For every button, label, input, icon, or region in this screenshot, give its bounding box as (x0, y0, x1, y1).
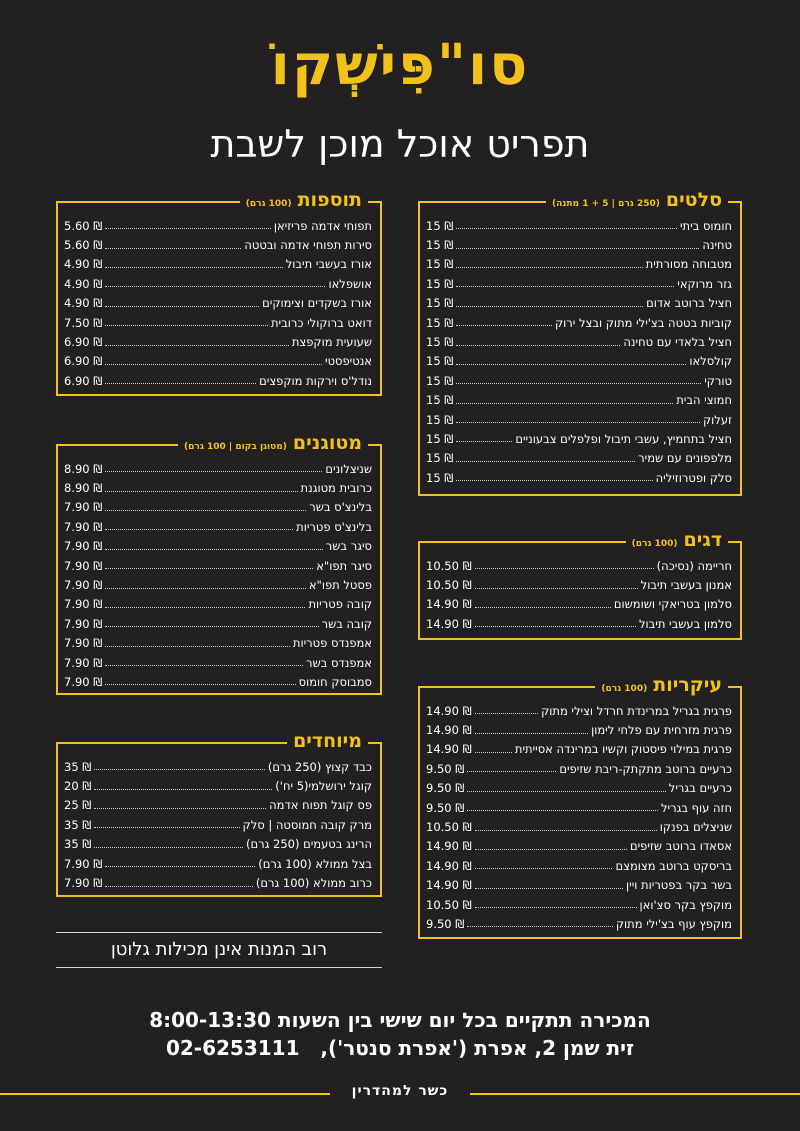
menu-item (426, 255, 732, 274)
fried-header (178, 432, 368, 454)
leader-dots (105, 626, 318, 627)
item-price: 7.90 ₪ (64, 616, 103, 631)
item-price: 10.50 ₪ (426, 820, 472, 835)
leader-dots (456, 441, 512, 442)
menu-item (64, 575, 372, 594)
fish-header (626, 529, 728, 551)
item-name: בריסקט ברוטב מצומצם (615, 858, 732, 873)
fish-list (426, 556, 732, 634)
leader-dots (105, 325, 268, 326)
item-price: 15 ₪ (426, 257, 454, 272)
menu-item (64, 815, 372, 834)
item-price: 7.90 ₪ (64, 597, 103, 612)
item-price: 15 ₪ (426, 238, 454, 253)
item-price: 15 ₪ (426, 218, 454, 233)
item-name: הרינג בטעמים (250 גרם) (245, 837, 372, 852)
menu-item (64, 672, 372, 691)
fish-note: (100 גרם) (631, 539, 678, 549)
menu-item (426, 235, 732, 254)
specials-header (287, 730, 368, 752)
leader-dots (105, 588, 306, 589)
menu-item (426, 410, 732, 429)
item-name: מטבוחה מסורתית (645, 257, 732, 272)
item-price: 20 ₪ (64, 779, 92, 794)
item-name: בלינצ'ס פטריות (296, 519, 372, 534)
item-price: 15 ₪ (426, 296, 454, 311)
logo: סו"פִּישְׁקוֹ (270, 33, 530, 98)
menu-item (64, 313, 372, 332)
item-name: אמפנדס פטריות (292, 636, 372, 651)
item-price: 14.90 ₪ (426, 839, 472, 854)
menu-item (64, 796, 372, 815)
sides-list (64, 216, 372, 391)
sale-hours: המכירה תתקיים בכל יום שישי בין השעות 8:00-13:30 (149, 1008, 651, 1032)
item-price: 9.50 ₪ (426, 781, 465, 796)
leader-dots (105, 364, 322, 365)
leader-dots (94, 808, 266, 809)
item-price: 4.90 ₪ (64, 257, 103, 272)
leader-dots (105, 306, 259, 307)
menu-item (426, 720, 732, 739)
leader-dots (456, 461, 635, 462)
leader-dots (105, 248, 241, 249)
item-price: 15 ₪ (426, 373, 454, 388)
menu-item (64, 595, 372, 614)
leader-dots (105, 646, 290, 647)
item-price: 9.50 ₪ (426, 800, 465, 815)
leader-dots (105, 345, 289, 346)
item-name: סמבוסק חומוס (298, 674, 372, 689)
item-name: פס קוגל תפוח אדמה (269, 798, 372, 813)
leader-dots (105, 607, 305, 608)
item-name: מלפפונים עם שמיר (638, 451, 732, 466)
item-name: אורז בשקדים וצימוקים (262, 296, 372, 311)
leader-dots (105, 886, 253, 887)
item-price: 15 ₪ (426, 315, 454, 330)
menu-item (426, 332, 732, 351)
item-price: 8.90 ₪ (64, 461, 103, 476)
leader-dots (105, 228, 271, 229)
leader-dots (456, 228, 677, 229)
leader-dots (105, 665, 303, 666)
item-price: 9.50 ₪ (426, 761, 465, 776)
item-name: סיגר בשר (325, 539, 372, 554)
menu-item (426, 371, 732, 390)
leader-dots (94, 847, 243, 848)
item-name: אושפלאו (328, 276, 372, 291)
item-name: פסטל תפו"א (308, 578, 372, 593)
menu-item (426, 274, 732, 293)
specials-section (56, 730, 382, 897)
menu-item (426, 449, 732, 468)
item-price: 7.90 ₪ (64, 856, 103, 871)
item-name: נודל'ס וירקות מוקפצים (259, 373, 372, 388)
item-price: 7.90 ₪ (64, 539, 103, 554)
item-price: 15 ₪ (426, 451, 454, 466)
sides-note: (100 גרם) (245, 199, 292, 209)
leader-dots (467, 810, 658, 811)
item-price: 7.90 ₪ (64, 655, 103, 670)
leader-dots (456, 403, 673, 404)
leader-dots (105, 529, 293, 530)
menu-item (64, 332, 372, 351)
item-name: קוביות בטטה בצ'ילי מתוק ובצל ירוק (554, 315, 732, 330)
item-name: קוגל ירושלמי(5 יח') (275, 779, 372, 794)
page-title: תפריט אוכל מוכן לשבת (210, 122, 590, 166)
item-price: 15 ₪ (426, 354, 454, 369)
menu-item (64, 537, 372, 556)
menu-item (64, 478, 372, 497)
menu-item (64, 517, 372, 536)
item-price: 35 ₪ (64, 837, 92, 852)
menu-item (64, 255, 372, 274)
leader-dots (456, 306, 643, 307)
item-name: סלמון בטריאקי ושומשום (613, 597, 732, 612)
item-name: שניצלים בפנקו (659, 820, 732, 835)
menu-item (426, 895, 732, 914)
mains-title: עיקריות (653, 674, 722, 696)
item-price: 15 ₪ (426, 276, 454, 291)
item-price: 7.90 ₪ (64, 876, 103, 891)
item-price: 15 ₪ (426, 470, 454, 485)
leader-dots (105, 286, 325, 287)
item-name: כרובית מטוגנת (300, 481, 372, 496)
item-name: סלמון בעשבי תיבול (638, 616, 732, 631)
menu-item (426, 740, 732, 759)
menu-item (64, 294, 372, 313)
leader-dots (475, 626, 636, 627)
leader-dots (475, 568, 654, 569)
gluten-note: רוב המנות אינן מכילות גלוטן (56, 932, 382, 968)
menu-item (64, 556, 372, 575)
item-price: 7.90 ₪ (64, 519, 103, 534)
item-price: 6.90 ₪ (64, 373, 103, 388)
menu-item (426, 468, 732, 487)
leader-dots (456, 248, 699, 249)
menu-item (64, 854, 372, 873)
item-name: סירות תפוחי אדמה ובטטה (244, 238, 372, 253)
item-price: 7.90 ₪ (64, 500, 103, 515)
item-name: בלינצ'ס בשר (309, 500, 372, 515)
leader-dots (475, 713, 539, 714)
item-name: חזה עוף בגריל (661, 800, 732, 815)
item-name: סלק ופטרוזיליה (655, 470, 732, 485)
leader-dots (105, 491, 297, 492)
item-price: 25 ₪ (64, 798, 92, 813)
item-name: פרגית במילוי פיסטוק וקשיו במרינדה אסייתית (514, 742, 732, 757)
item-price: 15 ₪ (426, 412, 454, 427)
item-price: 6.90 ₪ (64, 335, 103, 350)
item-name: פרגית מזרחית עם פלחי לימון (591, 723, 732, 738)
item-name: מרק קובה חמוסטה | סלק (242, 817, 372, 832)
leader-dots (105, 267, 282, 268)
item-name: קולסלאו (689, 354, 732, 369)
item-price: 14.90 ₪ (426, 878, 472, 893)
leader-dots (475, 888, 623, 889)
leader-dots (456, 480, 652, 481)
menu-item (64, 235, 372, 254)
menu-item (426, 391, 732, 410)
item-price: 5.60 ₪ (64, 218, 103, 233)
item-price: 15 ₪ (426, 431, 454, 446)
item-name: חמוצי הבית (676, 393, 732, 408)
leader-dots (105, 549, 323, 550)
menu-item (64, 634, 372, 653)
fried-note: (מטוגן בקום | 100 גרם) (184, 442, 287, 452)
leader-dots (467, 926, 613, 927)
item-name: גזר מרוקאי (677, 276, 732, 291)
item-name: דואט ברוקולי כרובית (270, 315, 372, 330)
mains-header (595, 674, 728, 696)
leader-dots (456, 286, 674, 287)
menu-item (64, 835, 372, 854)
menu-item (64, 274, 372, 293)
menu-item (64, 873, 372, 892)
item-name: כרעיים ברוטב מתקתק-ריבת שזיפים (559, 761, 732, 776)
item-price: 35 ₪ (64, 817, 92, 832)
leader-dots (475, 907, 637, 908)
mains-section (418, 674, 742, 939)
item-name: חציל בלאדי עם טחינה (623, 335, 732, 350)
menu-item (426, 914, 732, 933)
item-price: 35 ₪ (64, 759, 92, 774)
item-name: אנטיפסטי (325, 354, 372, 369)
menu-item (426, 837, 732, 856)
item-price: 7.90 ₪ (64, 558, 103, 573)
item-name: קובה פטריות (308, 597, 372, 612)
menu-item (426, 856, 732, 875)
item-name: קובה בשר (321, 616, 372, 631)
leader-dots (456, 383, 701, 384)
mains-note: (100 גרם) (601, 684, 648, 694)
item-price: 15 ₪ (426, 335, 454, 350)
menu-item (426, 429, 732, 448)
leader-dots (456, 422, 700, 423)
leader-dots (475, 849, 627, 850)
salads-section (418, 189, 742, 496)
menu-item (64, 653, 372, 672)
menu-item (426, 876, 732, 895)
leader-dots (105, 568, 313, 569)
menu-item (426, 313, 732, 332)
sides-title: תוספות (297, 189, 362, 211)
item-name: כרעיים בגריל (668, 781, 732, 796)
item-price: 15 ₪ (426, 393, 454, 408)
leader-dots (105, 510, 306, 511)
salads-header (546, 189, 728, 211)
specials-list (64, 757, 372, 893)
item-price: 9.50 ₪ (426, 916, 465, 931)
item-price: 7.90 ₪ (64, 578, 103, 593)
item-name: מוקפץ עוף בצ'ילי מתוק (615, 916, 732, 931)
salads-note: (250 גרם | 5 + 1 מתנה) (552, 199, 660, 209)
salads-title: סלטים (665, 189, 722, 211)
item-name: בשר בקר בפטריות ויין (625, 878, 732, 893)
item-name: כרוב ממולא (100 גרם) (255, 876, 372, 891)
item-name: אמפנדס בשר (306, 655, 372, 670)
item-price: 14.90 ₪ (426, 597, 472, 612)
item-name: חריימה (נסיכה) (656, 558, 732, 573)
item-name: טחינה (702, 238, 732, 253)
item-price: 7.50 ₪ (64, 315, 103, 330)
item-name: חציל בתחמיץ, עשבי תיבול ופלפלים צבעוניים (515, 431, 732, 446)
item-price: 10.50 ₪ (426, 558, 472, 573)
salads-list (426, 216, 732, 487)
item-name: כבד קצוץ (250 גרם) (267, 759, 372, 774)
item-price: 10.50 ₪ (426, 897, 472, 912)
kosher-bar (0, 1083, 800, 1103)
item-price: 4.90 ₪ (64, 296, 103, 311)
menu-item (64, 352, 372, 371)
item-price: 7.90 ₪ (64, 636, 103, 651)
kosher-label: כשר למהדרין (342, 1083, 459, 1099)
leader-dots (94, 827, 239, 828)
item-price: 14.90 ₪ (426, 616, 472, 631)
menu-item (426, 759, 732, 778)
item-price: 7.90 ₪ (64, 674, 103, 689)
item-price: 10.50 ₪ (426, 578, 472, 593)
item-name: אמנון בעשבי תיבול (640, 578, 732, 593)
menu-item (426, 595, 732, 614)
leader-dots (475, 752, 512, 753)
item-name: סיגר תפו"א (316, 558, 372, 573)
sides-header (240, 189, 368, 211)
item-price: 14.90 ₪ (426, 703, 472, 718)
item-price: 14.90 ₪ (426, 723, 472, 738)
leader-dots (105, 684, 295, 685)
fish-section (418, 529, 742, 640)
menu-item (64, 614, 372, 633)
leader-dots (475, 588, 638, 589)
leader-dots (475, 733, 588, 734)
menu-item (426, 294, 732, 313)
item-name: חומוס ביתי (679, 218, 732, 233)
leader-dots (475, 868, 613, 869)
fried-section (56, 432, 382, 695)
item-name: מוקפץ בקר סצ'ואן (639, 897, 732, 912)
menu-item (426, 817, 732, 836)
leader-dots (456, 364, 686, 365)
item-name: בצל ממולא (100 גרם) (258, 856, 372, 871)
menu-item (426, 614, 732, 633)
item-name: שניצלונים (325, 461, 372, 476)
mains-list (426, 701, 732, 934)
specials-title: מיוחדים (293, 730, 362, 752)
menu-item (426, 352, 732, 371)
item-name: שעועית מוקפצת (291, 335, 372, 350)
menu-item (426, 556, 732, 575)
menu-item (64, 757, 372, 776)
leader-dots (456, 345, 620, 346)
item-price: 14.90 ₪ (426, 858, 472, 873)
sides-section (56, 189, 382, 396)
fish-title: דגים (683, 529, 722, 551)
menu-item (426, 779, 732, 798)
item-name: טורקי (704, 373, 732, 388)
leader-dots (475, 830, 657, 831)
menu-item (426, 701, 732, 720)
leader-dots (105, 471, 322, 472)
item-name: פרגית בגריל במרינדת חרדל וצילי מתוק (541, 703, 732, 718)
item-price: 14.90 ₪ (426, 742, 472, 757)
menu-item (426, 575, 732, 594)
item-price: 8.90 ₪ (64, 481, 103, 496)
leader-dots (467, 771, 556, 772)
address-phone: זית שמן 2, אפרת ('אפרת סנטר'), 02-6253111 (165, 1036, 635, 1060)
item-name: תפוחי אדמה פריזיאן (273, 218, 372, 233)
menu-item (64, 498, 372, 517)
leader-dots (475, 607, 611, 608)
leader-dots (456, 267, 642, 268)
item-price: 5.60 ₪ (64, 238, 103, 253)
leader-dots (105, 866, 255, 867)
leader-dots (456, 325, 552, 326)
leader-dots (467, 791, 666, 792)
menu-item (426, 216, 732, 235)
fried-list (64, 459, 372, 692)
menu-item (64, 216, 372, 235)
leader-dots (94, 789, 272, 790)
item-name: זעלוק (702, 412, 732, 427)
fried-title: מטוגנים (292, 432, 362, 454)
leader-dots (105, 383, 256, 384)
item-name: חציל ברוטב אדום (646, 296, 732, 311)
menu-item (64, 776, 372, 795)
item-price: 6.90 ₪ (64, 354, 103, 369)
item-name: אסאדו ברוטב שזיפים (629, 839, 732, 854)
item-name: אורז בעשבי תיבול (285, 257, 372, 272)
menu-item (426, 798, 732, 817)
item-price: 4.90 ₪ (64, 276, 103, 291)
leader-dots (94, 769, 265, 770)
menu-item (64, 459, 372, 478)
menu-item (64, 371, 372, 390)
